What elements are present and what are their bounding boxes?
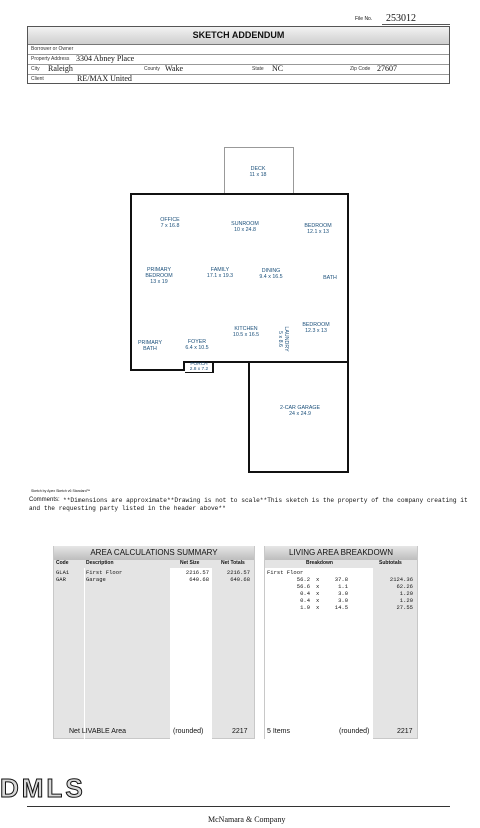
living-area-row-5-b: 14.5 [334,604,348,611]
area-calc-row-2-code: GAR [56,576,66,583]
house-wall-right [347,193,349,363]
client-label: Client [31,76,44,82]
room-laundry [277,319,289,359]
living-area-header-subtotals: Subtotals [379,560,402,566]
room-garage-dim: 24 x 24.9 [289,411,311,417]
room-primary-bath-name: PRIMARY [137,340,163,346]
area-calc-header-code: Code [56,560,69,566]
room-office-name: OFFICE [160,217,180,223]
city-value: Raleigh [48,64,73,73]
room-family-dim: 17.1 x 19.3 [206,273,234,279]
room-foyer [182,339,212,351]
room-bath-name: BATH [323,275,337,281]
room-sunroom-dim: 10 x 24.8 [234,227,256,233]
garage-wall-right [347,361,349,473]
county-label: County [144,66,160,72]
room-dining-name: DINING [261,268,281,274]
zip-value: 27607 [377,64,397,73]
file-number: 253012 [386,13,416,24]
dmls-watermark: DMLS [0,773,86,803]
living-area-row-4-x: x [316,597,320,604]
county-value: Wake [165,64,184,73]
living-area-row-1-x: x [316,576,320,583]
room-bedroom-2-name: BEDROOM [302,322,330,328]
room-office [155,217,185,229]
address-label: Property Address [31,56,70,62]
room-laundry-name: LAUNDRY [283,326,289,352]
garage-wall-bottom [248,471,349,473]
area-calc-row-1-size: 2216.57 [185,569,209,576]
garage-wall-left [248,361,250,473]
area-calc-title: AREA CALCULATIONS SUMMARY [54,546,254,560]
living-area-row-3-b: 3.0 [338,590,348,597]
living-area-row-2-sub: 62.26 [396,583,413,590]
room-family-name: FAMILY [210,267,230,273]
living-area-row-5-x: x [316,604,320,611]
zip-label: Zip Code [350,66,371,72]
footer-rule [27,806,450,807]
living-area-row-5-sub: 27.55 [396,604,413,611]
porch-bottom-line [185,372,214,373]
net-livable-rounded: (rounded) [173,728,204,735]
living-area-header-breakdown: Breakdown [306,560,333,566]
room-sunroom-name: SUNROOM [231,221,259,227]
room-bedroom-1-name: BEDROOM [304,223,332,229]
living-area-row-3-x: x [316,590,320,597]
house-wall-top [130,193,349,195]
room-dining [254,268,288,280]
room-bedroom-2 [301,322,331,334]
house-wall-bottom-right [248,361,349,363]
area-calc-row-1-code: GLA1 [56,569,70,576]
area-calc-header-description: Description [86,560,114,566]
living-area-row-1-sub: 2124.36 [389,576,413,583]
room-bedroom-2-dim: 12.3 x 13 [305,328,327,334]
living-area-row-4-a: 0.4 [300,597,310,604]
area-calc-row-2-desc: Garage [86,576,106,583]
room-deck-name: DECK [250,166,266,172]
living-area-row-5-a: 1.9 [300,604,310,611]
room-garage-name: 2-CAR GARAGE [279,405,321,411]
room-garage [278,405,322,417]
area-calc-row-2-size: 640.68 [189,576,209,583]
state-label: State [252,66,264,72]
house-wall-bottom-mid [212,361,250,363]
room-office-dim: 7 x 16.8 [160,223,180,229]
room-primary-bath [136,340,164,352]
area-calc-row-1-total: 2216.57 [226,569,250,576]
room-dining-dim: 9.4 x 16.5 [259,274,283,280]
room-deck-dim: 11 x 18 [249,172,267,178]
house-wall-bottom-left [130,369,185,371]
area-calc-divider-1 [84,568,85,739]
room-porch-name: PORCH [190,362,208,367]
footer-company: McNamara & Company [208,815,286,824]
room-kitchen-dim: 10.5 x 16.5 [232,332,260,338]
living-area-rounded: (rounded) [339,728,370,735]
page-title: SKETCH ADDENDUM [28,27,449,45]
room-primary-bedroom-dim: 13 x 19 [150,279,168,285]
house-wall-left [130,193,132,370]
living-area-row-4-sub: 1.20 [399,597,413,604]
living-area-row-2-x: x [316,583,320,590]
living-area-items: 5 Items [267,728,290,735]
living-area-row-1-a: 56.2 [296,576,310,583]
area-calc-row-1-desc: First Floor [86,569,123,576]
comments-line-2: and the requesting party listed in the header above** [29,505,226,512]
living-area-total: 2217 [397,728,413,735]
room-sunroom [228,221,262,233]
living-area-row-3-a: 0.4 [300,590,310,597]
comments-label: Comments: [29,497,60,503]
net-livable-label: Net LIVABLE Area [69,728,127,735]
room-deck [247,166,269,178]
living-area-title: LIVING AREA BREAKDOWN [265,546,417,560]
borrower-label: Borrower or Owner [31,46,74,52]
client-value: RE/MAX United [77,74,132,83]
room-kitchen-name: KITCHEN [234,326,258,332]
living-area-section: First Floor [267,569,304,576]
state-value: NC [272,64,284,73]
room-primary-bedroom-name: PRIMARY [146,267,172,273]
city-label: City [31,66,40,72]
room-kitchen [228,326,264,338]
living-area-row-2-a: 56.6 [296,583,310,590]
room-primary-bedroom [143,267,175,285]
room-porch [187,362,211,372]
living-area-row-4-b: 3.0 [338,597,348,604]
living-area-row-2-b: 1.1 [338,583,348,590]
room-foyer-name: FOYER [187,339,207,345]
address-value: 3304 Abney Place [76,54,135,63]
area-calc-row-2-total: 640.68 [230,576,250,583]
living-area-row-1-b: 37.8 [334,576,348,583]
room-bedroom-1-dim: 12.1 x 13 [307,229,329,235]
net-livable-value: 2217 [232,728,248,735]
area-calc-netsize-col [170,568,212,739]
room-primary-bath-name2: BATH [143,346,157,352]
room-bedroom-1 [303,223,333,235]
room-bath [320,275,340,281]
sketch-credit: Sketch by Apex Sketch v6 Standard™ [31,489,91,493]
room-porch-dim: 2.8 x 7.2 [189,367,209,372]
room-family [203,267,237,279]
area-calc-header-nettotals: Net Totals [221,560,245,566]
room-foyer-dim: 6.4 x 10.5 [185,345,209,351]
file-no-label: File No. [355,16,373,22]
area-calc-header-netsize: Net Size [180,560,200,566]
room-laundry-dim: 5 x 8.6 [277,331,283,347]
living-area-row-3-sub: 1.20 [399,590,413,597]
room-primary-bedroom-name2: BEDROOM [145,273,173,279]
comments-line-1: **Dimensions are approximate**Drawing is not to scale**This sketch is the property of the company creating it [63,497,468,504]
